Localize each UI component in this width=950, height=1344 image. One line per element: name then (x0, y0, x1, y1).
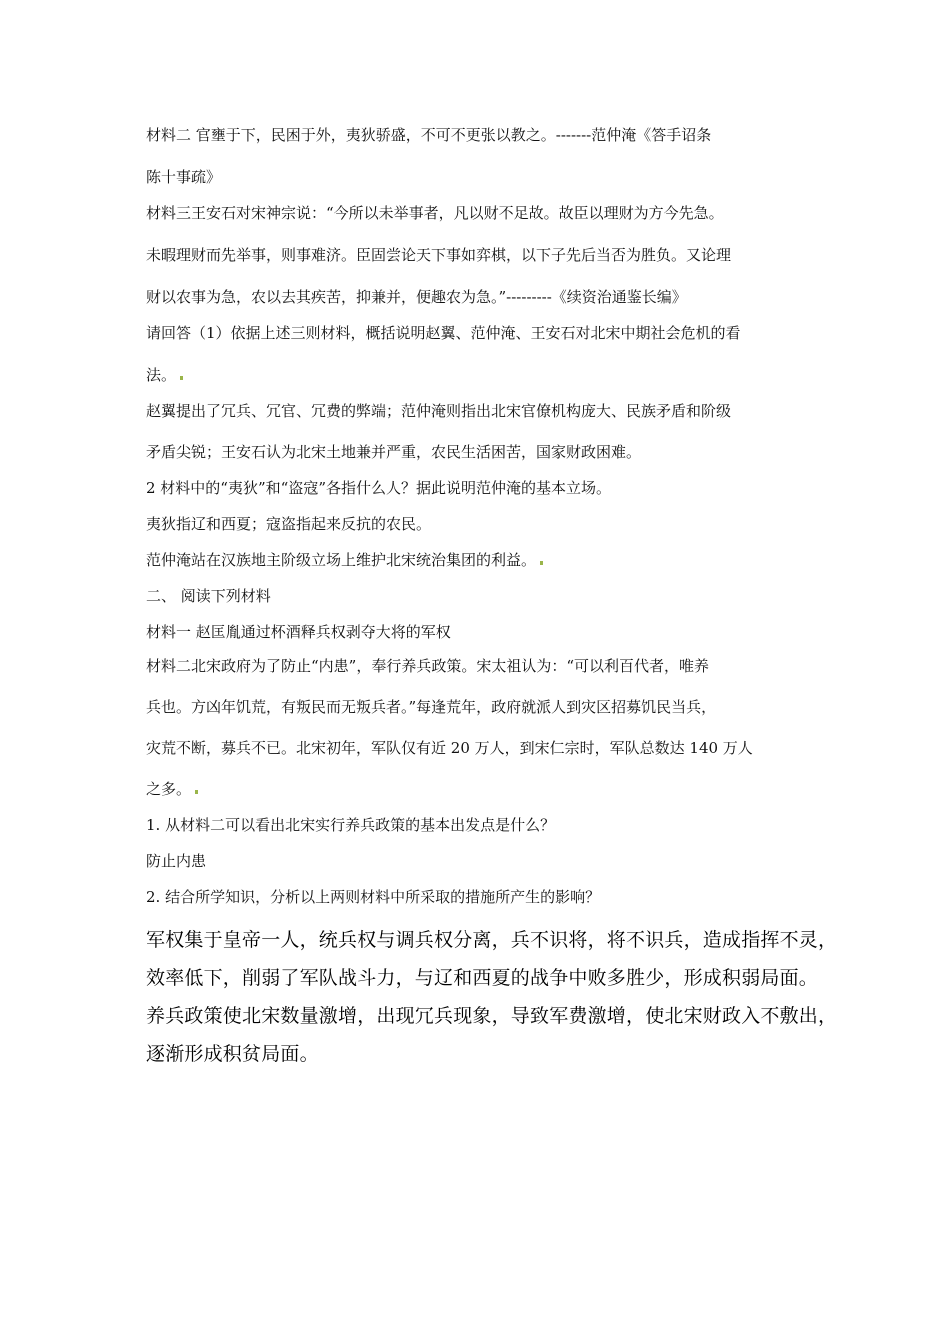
material-three-line-1: 材料三王安石对宋神宗说：“今所以未举事者，凡以财不足故。故臣以理财为方今先急。 (146, 204, 724, 222)
material-two-quote: 材料二 官壅于下，民困于外，夷狄骄盛，不可不更张以教之。-------范仲淹《答手诏条 (146, 126, 712, 144)
sub-question-1: 1. 从材料二可以看出北宋实行养兵政策的基本出发点是什么？ (146, 816, 556, 834)
handwritten-answer-line-4: 逐渐形成积贫局面。 (146, 1043, 319, 1065)
answer-2-line-1: 夷狄指辽和西夏；寇盗指起来反抗的农民。 (146, 515, 432, 533)
section-two-material-two-line-2: 兵也。方凶年饥荒，有叛民而无叛兵者。”每逢荒年，政府就派人到灾区招募饥民当兵， (146, 698, 717, 716)
question-1-line-2 (146, 364, 183, 386)
section-two-material-two-line-4-text: 之多。 (146, 780, 192, 798)
section-two-material-two-line-3: 灾荒不断，募兵不已。北宋初年，军队仅有近 20 万人，到宋仁宗时，军队总数达 140 万人 (146, 739, 753, 757)
sub-answer-1: 防止内患 (146, 852, 207, 870)
handwritten-answer-line-3: 养兵政策使北宋数量激增，出现冗兵现象，导致军费激增，使北宋财政入不敷出， (146, 1005, 838, 1027)
handwritten-answer-line-1: 军权集于皇帝一人，统兵权与调兵权分离，兵不识将，将不识兵，造成指挥不灵， (146, 929, 838, 951)
question-1-line-1: 请回答（1）依据上述三则材料，概括说明赵翼、范仲淹、王安石对北宋中期社会危机的看 (146, 324, 741, 342)
question-2: 2 材料中的“夷狄”和“盗寇”各指什么人？据此说明范仲淹的基本立场。 (146, 479, 611, 497)
section-two-material-two-line-1: 材料二北宋政府为了防止“内患”，奉行养兵政策。宋太祖认为：“可以利百代者，唯养 (146, 657, 710, 675)
material-three-line-2: 未暇理财而先举事，则事难济。臣固尝论天下事如弈棋，以下子先后当否为胜负。又论理 (146, 246, 732, 264)
handwritten-answer-line-2: 效率低下，削弱了军队战斗力，与辽和西夏的战争中败多胜少，形成积弱局面。 (146, 967, 819, 989)
material-three-line-3: 财以农事为急，农以去其疾苦，抑兼并，便趣农为急。”---------《续资治通鉴长编》 (146, 288, 687, 306)
answer-1-line-2: 矛盾尖锐；王安石认为北宋土地兼并严重，农民生活困苦，国家财政困难。 (146, 443, 642, 461)
material-two-quote-cont: 陈十事疏》 (146, 168, 222, 186)
answer-2-line-2 (146, 549, 543, 571)
sub-question-2: 2. 结合所学知识，分析以上两则材料中所采取的措施所产生的影响？ (146, 888, 601, 906)
scan-mark (180, 376, 183, 380)
scan-mark (540, 561, 543, 565)
scan-mark (195, 790, 198, 794)
section-two-material-two-line-4 (146, 778, 198, 800)
section-two-material-one: 材料一 赵匡胤通过杯酒释兵权剥夺大将的军权 (146, 623, 451, 641)
question-1-line-2-text: 法。 (146, 366, 177, 384)
answer-2-line-2-text: 范仲淹站在汉族地主阶级立场上维护北宋统治集团的利益。 (146, 551, 537, 569)
answer-1-line-1: 赵翼提出了冗兵、冗官、冗费的弊端；范仲淹则指出北宋官僚机构庞大、民族矛盾和阶级 (146, 402, 732, 420)
section-two-heading: 二、 阅读下列材料 (146, 587, 271, 605)
